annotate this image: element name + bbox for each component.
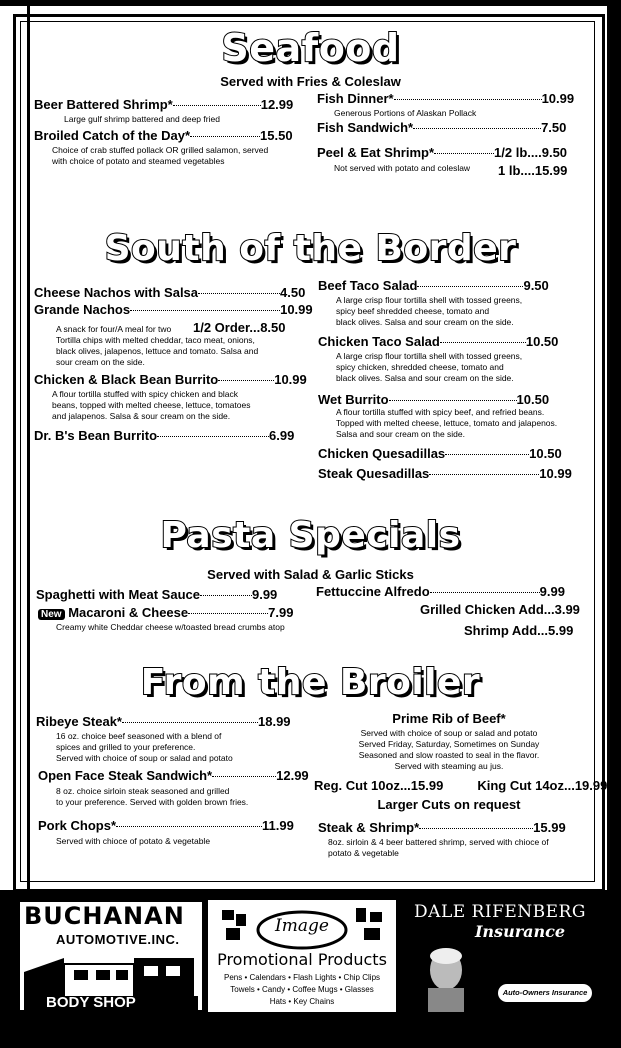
insurance-label: Insurance bbox=[474, 922, 566, 941]
seafood-title: Seafood bbox=[221, 26, 400, 70]
south-title: South of the Border bbox=[104, 228, 517, 269]
item-description: 16 oz. choice beef seasoned with a blend of spices and grilled to your preference. Served with choice of soup or salad and potato bbox=[56, 731, 233, 763]
promo-list: Pens • Calendars • Flash Lights • Chip Clips Towels • Candy • Coffee Mugs • Glasses Hats • Key Chains bbox=[223, 973, 381, 1006]
menu-item: New Macaroni & Cheese 7.99 bbox=[38, 605, 293, 620]
menu-item: Broiled Catch of the Day* 15.50 bbox=[34, 128, 293, 143]
menu-item: Peel & Eat Shrimp* 1/2 lb....9.50 bbox=[317, 145, 568, 160]
menu-item: Chicken & Black Bean Burrito 10.99 bbox=[34, 372, 307, 387]
menu-item: Fish Sandwich* 7.50 bbox=[317, 120, 567, 135]
item-description: Large gulf shrimp battered and deep fried bbox=[64, 114, 220, 124]
page-top-edge bbox=[0, 0, 621, 6]
menu-item: Chicken Quesadillas 10.50 bbox=[318, 446, 562, 461]
menu-item: Pork Chops* 11.99 bbox=[38, 818, 294, 833]
seafood-subtitle: Served with Fries & Coleslaw bbox=[220, 74, 401, 89]
buchanan-name: BUCHANAN bbox=[24, 902, 185, 930]
menu-item: Spaghetti with Meat Sauce 9.99 bbox=[36, 587, 278, 602]
auto-owners-logo: Auto-Owners Insurance bbox=[498, 984, 592, 1002]
menu-item: Ribeye Steak* 18.99 bbox=[36, 714, 291, 729]
menu-item: Fish Dinner* 10.99 bbox=[317, 91, 575, 106]
item-description: A large crisp flour tortilla shell with tossed greens, spicy beef shredded cheese, tomato and black olives. Salsa and sour cream on the side. bbox=[336, 295, 523, 327]
item-description: Generous Portions of Alaskan Pollack bbox=[334, 108, 477, 118]
broiler-title: From the Broiler bbox=[140, 662, 481, 703]
body-shop-sign: BODY SHOP bbox=[46, 994, 136, 1010]
item-description: A snack for four/A meal for two Tortilla chips with melted cheddar, taco meat, onions, black olives, jalapenos, lettuce and tomato. Salsa and sour cream on the side. bbox=[56, 324, 259, 367]
rifenberg-name: DALE RIFENBERG bbox=[414, 902, 586, 922]
promo-title: Promotional Products bbox=[217, 950, 387, 969]
menu-item: Prime Rib of Beef* bbox=[392, 711, 506, 726]
buchanan-ad bbox=[20, 902, 202, 1010]
pasta-title: Pasta Specials bbox=[160, 515, 461, 556]
buchanan-sub: AUTOMOTIVE.INC. bbox=[56, 932, 180, 947]
menu-item: Beer Battered Shrimp* 12.99 bbox=[34, 97, 294, 112]
half-order-price: 1/2 Order...8.50 bbox=[193, 320, 286, 335]
rifenberg-ad bbox=[400, 900, 600, 1012]
item-description: Not served with potato and coleslaw bbox=[334, 163, 471, 173]
menu-item: Open Face Steak Sandwich* 12.99 bbox=[38, 768, 309, 783]
add-on: Grilled Chicken Add...3.99 bbox=[420, 602, 580, 617]
menu-item: Grande Nachos 10.99 bbox=[34, 302, 313, 317]
image-logo: Image bbox=[275, 916, 329, 936]
item-description: Creamy white Cheddar cheese w/toasted bread crumbs atop bbox=[56, 622, 285, 632]
item-description: A flour tortilla stuffed with spicy beef, and refried beans. Topped with melted cheese, lettuce, tomato and jalapenos. Salsa and sour cream on the side. bbox=[336, 407, 558, 439]
image-promo-ad bbox=[208, 900, 396, 1012]
prime-rib-cuts: Reg. Cut 10oz...15.99 King Cut 14oz...19.99 bbox=[314, 778, 608, 793]
item-description: Served with choice of soup or salad and potato Served Friday, Saturday, Sometimes on Sunday Seasoned and slow roasted to seal in the flavor. Served with steaming au jus. bbox=[358, 728, 540, 771]
new-badge: New bbox=[38, 609, 65, 620]
add-on: Shrimp Add...5.99 bbox=[464, 623, 574, 638]
item-description: 8 oz. choice sirloin steak seasoned and grilled to your preference. Served with golden brown fries. bbox=[56, 786, 249, 807]
menu-item: Steak & Shrimp* 15.99 bbox=[318, 820, 566, 835]
item-description: Served with chioce of potato & vegetable bbox=[56, 836, 211, 846]
menu-item: Chicken Taco Salad 10.50 bbox=[318, 334, 559, 349]
item-price-alt: 1 lb....15.99 bbox=[498, 163, 568, 178]
item-description: 8oz. sirloin & 4 beer battered shrimp, served with chioce of potato & vegetable bbox=[328, 837, 549, 858]
item-description: A large crisp flour tortilla shell with tossed greens, spicy chicken, shredded cheese, tomato and black olives. Salsa and sour cream on the side. bbox=[336, 351, 523, 383]
item-description: A flour tortilla stuffed with spicy chicken and black beans, topped with melted cheese, lettuce, tomatoes and jalapenos. Salsa & sour cream on the side. bbox=[52, 389, 251, 421]
larger-cuts-note: Larger Cuts on request bbox=[377, 797, 521, 812]
menu-item: Fettuccine Alfredo 9.99 bbox=[316, 584, 565, 599]
pasta-subtitle: Served with Salad & Garlic Sticks bbox=[207, 567, 414, 582]
agent-portrait bbox=[418, 944, 474, 1012]
menu-item: Beef Taco Salad 9.50 bbox=[318, 278, 549, 293]
menu-item: Steak Quesadillas 10.99 bbox=[318, 466, 572, 481]
item-description: Choice of crab stuffed pollack OR grilled salamon, served with choice of potato and steamed vegetables bbox=[52, 145, 269, 166]
menu-item: Wet Burrito 10.50 bbox=[318, 392, 550, 407]
menu-item: Cheese Nachos with Salsa 4.50 bbox=[34, 285, 306, 300]
menu-item: Dr. B's Bean Burrito 6.99 bbox=[34, 428, 295, 443]
